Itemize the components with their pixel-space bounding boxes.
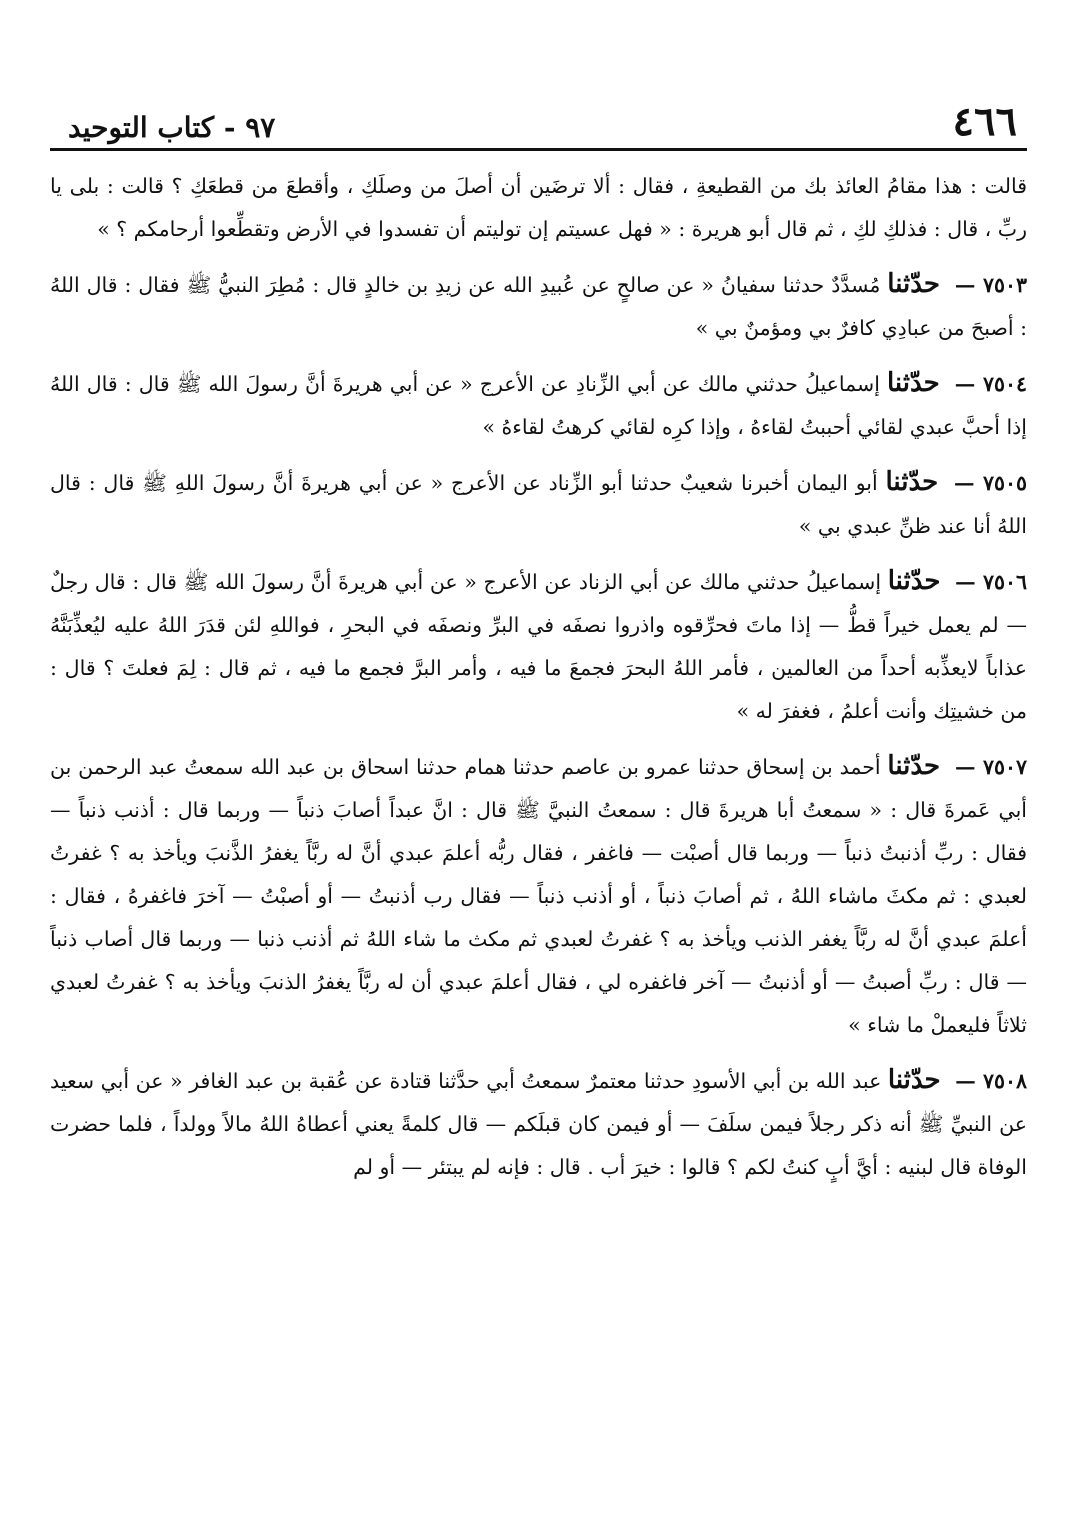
hadith-number: ٧٥٠٥ —	[954, 471, 1027, 495]
hadith-paragraph	[50, 165, 1027, 251]
page-header	[50, 90, 1027, 151]
book-page	[50, 90, 1027, 1201]
hadith-number: ٧٥٠٧ —	[954, 755, 1027, 779]
hadith-text: قالت : هذا مقامُ العائذ بك من القطيعةِ ، فقال : ألا ترضَين أن أصلَ من وصلَكِ ، وأقطعَ من قطعَكِ ؟ قالت : بلى يا ربِّ ، قال : فذلكِ لكِ ، ثم قال أبو هريرة : « فهل عسيتم إن توليتم أن تفسدوا في الأرض وتقطِّعوا أرحامكم ؟ »	[50, 174, 1027, 241]
hadith-text: أحمد بن إسحاق حدثنا عمرو بن عاصم حدثنا همام حدثنا اسحاق بن عبد الله سمعتُ عبد الرحمن بن أبي عَمرةَ قال : « سمعتُ أبا هريرةَ قال : سمعتُ النبيَّ ﷺ قال : انَّ عبداً أصابَ ذنباً — وربما قال : أذنب ذنباً — فقال : ربِّ أذنبتُ ذنباً — وربما قال أصبْت — فاغفر ، فقال ربُّه أعلمَ عبدي أنَّ له ربَّاً يغفرُ الذَّنبَ ويأخذ به ؟ غفرتُ لعبدي : ثم مكثَ ماشاء اللهُ ، ثم أصابَ ذنباً ، أو أذنب ذنباً — فقال رب أذنبتُ — أو أصبْتُ — آخرَ فاغفرهُ ، فقال : أعلمَ عبدي أنَّ له ربَّاً يغفر الذنب ويأخذ به ؟ غفرتُ لعبدي ثم مكث ما شاء اللهُ ثم أذنب ذنبا — وربما قال أصاب ذنباً — قال : ربِّ أصبتُ — أو أذنبتُ — آخر فاغفره لي ، فقال أعلمَ عبدي أن له ربَّاً يغفرُ الذنبَ ويأخذ به ؟ غفرتُ لعبدي ثلاثاً فليعملْ ما شاء »	[50, 755, 1027, 1037]
hadith-text: إسماعيلُ حدثني مالك عن أبي الزِّنادِ عن الأعرج « عن أبي هريرةَ أنَّ رسولَ الله ﷺ قال : قال اللهُ إذا أحبَّ عبدي لقائي أحببتُ لقاءهُ ، وإذا كرِه لقائي كرهتُ لقاءهُ »	[50, 372, 1027, 439]
hadith-lead-word: حدّثنا	[887, 751, 941, 781]
hadith-number: ٧٥٠٤ —	[954, 372, 1027, 396]
hadith-number: ٧٥٠٨ —	[955, 1069, 1027, 1093]
hadith-lead-word: حدّثنا	[887, 1065, 941, 1095]
hadith-lead-word: حدّثنا	[885, 467, 939, 497]
hadith-paragraph	[50, 1059, 1027, 1189]
page-content	[50, 151, 1027, 1189]
page-number: ٤٦٦	[952, 98, 1017, 145]
hadith-lead-word: حدّثنا	[887, 566, 941, 596]
hadith-text: أبو اليمان أخبرنا شعيبٌ حدثنا أبو الزِّناد عن الأعرج « عن أبي هريرةَ أنَّ رسولَ اللهِ ﷺ قال : قال اللهُ أنا عند ظنِّ عبدي بي »	[50, 471, 1027, 538]
hadith-text: إسماعيلُ حدثني مالك عن أبي الزناد عن الأعرج « عن أبي هريرةَ أنَّ رسولَ الله ﷺ قال : قال رجلٌ — لم يعمل خيراً قطُّ — إذا ماتَ فحرِّقوه واذروا نصفَه في البرِّ ونصفَه في البحرِ ، فواللهِ لئن قدَرَ اللهُ عليه ليُعذِّبَنَّهُ عذاباً لايعذِّبه أحداً من العالمين ، فأمر اللهُ البحرَ فجمعَ ما فيه ، وأمر البرَّ فجمع ما فيه ، ثم قال : لِمَ فعلتَ ؟ قال : من خشيتِك وأنت أعلمُ ، فغفرَ له »	[50, 570, 1027, 723]
hadith-lead-word: حدّثنا	[886, 368, 940, 398]
hadith-text: عبد الله بن أبي الأسودِ حدثنا معتمرٌ سمعتُ أبي حدَّثنا قتادة عن عُقبة بن عبد الغافر « عن أبي سعيد عن النبيِّ ﷺ أنه ذكر رجلاً فيمن سلَفَ — أو فيمن كان قبلَكم — قال كلمةً يعني أعطاهُ اللهُ مالاً وولداً ، فلما حضرت الوفاة قال لبنيه : أيَّ أبٍ كنتُ لكم ؟ قالوا : خيرَ أب . قال : فإنه لم يبتئر — أو لم	[50, 1069, 1027, 1179]
hadith-paragraph	[50, 560, 1027, 733]
hadith-number: ٧٥٠٣ —	[954, 273, 1027, 297]
hadith-paragraph	[50, 263, 1027, 350]
hadith-paragraph	[50, 745, 1027, 1047]
hadith-number: ٧٥٠٦ —	[955, 570, 1027, 594]
book-title: ٩٧ - كتاب التوحيد	[68, 111, 276, 144]
hadith-lead-word: حدّثنا	[887, 269, 941, 299]
hadith-text: مُسدَّدٌ حدثنا سفيانُ « عن صالحٍ عن عُبيدِ الله عن زيدِ بن خالدٍ قال : مُطِرَ النبيُّ ﷺ فقال : قال اللهُ : أصبحَ من عبادِي كافرٌ بي ومؤمنٌ بي »	[50, 273, 1027, 340]
hadith-paragraph	[50, 461, 1027, 548]
hadith-paragraph	[50, 362, 1027, 449]
